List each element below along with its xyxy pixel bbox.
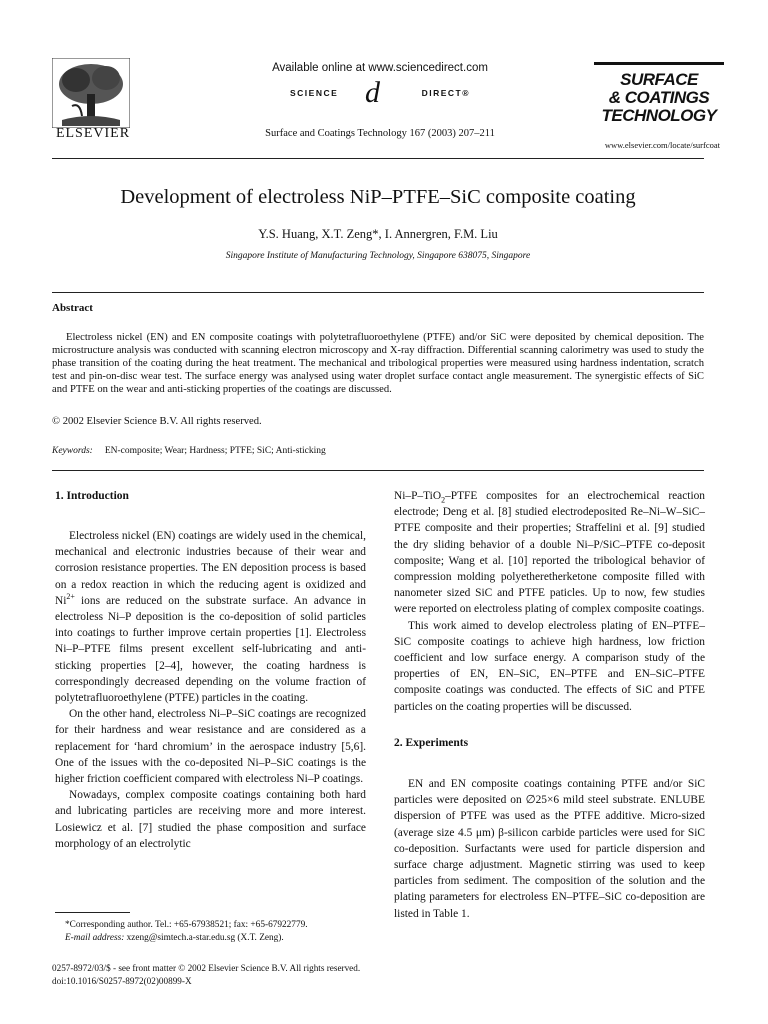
column-left xyxy=(55,528,366,852)
journal-url: www.elsevier.com/locate/surfcoat xyxy=(604,140,720,150)
available-online-text: Available online at www.sciencedirect.com xyxy=(272,62,488,74)
journal-logo-line: SURFACE xyxy=(620,70,698,89)
publisher-name: ELSEVIER xyxy=(55,126,131,141)
paragraph-text: Electroless nickel (EN) coatings are widely used in the chemical, mechanical and electronic industries because of their wear and corrosion resistance properties. The EN deposition process is based on a redox reaction in which the reducing agent is oxidized and Ni xyxy=(55,530,366,607)
article-affiliation: Singapore Institute of Manufacturing Technology, Singapore 638075, Singapore xyxy=(225,251,531,261)
body-paragraph: On the other hand, electroless Ni–P–SiC coatings are recognized for their hardness and wear resistance and are considered as a replacement for ‘hard chromium’ in the aerospace industry [5,6]. One of the issues with the co-deposited Ni–P–SiC coatings is the higher friction coefficient compared with electroless Ni–P coatings. xyxy=(55,708,366,786)
section-heading-introduction: 1. Introduction xyxy=(55,490,129,502)
abstract-bottom-divider xyxy=(52,470,704,471)
paragraph-text: –PTFE composites for an electrochemical reaction electrode; Deng et al. [8] studied electrodeposited Re–Ni–W–SiC–PTFE composite and their properties; Straffelini et al. [9] studied the dry sliding behavior of a double Ni–P/SiC–PTFE co-deposit composite; Wang et al. [10] reported the tribological behavior of compression molding polyetheretherketone composite filled with nanometer sized SiC and PTFE paticles. Up to now, few studies were reported on electroless plating of complex composite coatings. xyxy=(394,490,705,616)
body-paragraph xyxy=(394,488,705,618)
body-paragraph: EN and EN composite coatings containing PTFE and/or SiC particles were deposited on ∅25×6 mild steel substrate. ENLUBE dispersion of PTFE was used as the PTFE additive. Micro-sized (average size 4.5 μm) β-silicon carbide particles were used for SiC co-deposition. Surfactants were used for particle dispersion and surface charge adjustment. Magnetic stirring was used to keep particles from sediment. The composition of the solution and the plating parameters for electroless EN–PTFE–SiC co-deposition are listed in Table 1. xyxy=(394,778,705,920)
footnote xyxy=(55,919,366,944)
header-divider xyxy=(52,158,704,159)
front-matter-footer xyxy=(52,962,360,987)
doi-line: doi:10.1016/S0257-8972(02)00899-X xyxy=(52,975,192,986)
sciencedirect-logo xyxy=(290,76,470,110)
article-title: Development of electroless NiP–PTFE–SiC composite coating xyxy=(120,186,636,208)
sd-right-text: DIRECT® xyxy=(421,88,470,98)
body-paragraph xyxy=(55,528,366,706)
journal-logo-line: TECHNOLOGY xyxy=(601,106,717,125)
abstract-paragraph: Electroless nickel (EN) and EN composite coatings with polytetrafluoroethylene (PTFE) and/or SiC were deposited by chemical deposition. The microstructure analysis was conducted with scanning electron microscopy and X-ray diffraction. Differential scanning calorimetry was used to study the phase transition of the coating during the heat treatment. The mechanical and tribological properties were measured using hardness indentation, scratch test and pin-on-disc wear test. The surface energy was analysed using water droplet surface contact angle measurement. The synergistic effects of SiC and PTFE on the wear and anti-sticking properties of the coatings are discussed. xyxy=(52,332,704,395)
article-authors: Y.S. Huang, X.T. Zeng*, I. Annergren, F.M. Liu xyxy=(258,227,498,241)
keywords-list: EN-composite; Wear; Hardness; PTFE; SiC; Anti-sticking xyxy=(104,446,326,456)
sd-at-icon: d xyxy=(365,76,380,109)
subscript: 2 xyxy=(441,495,446,505)
section-heading-experiments: 2. Experiments xyxy=(394,737,469,749)
abstract-body xyxy=(52,331,704,396)
footnote-email-line xyxy=(55,932,366,945)
footnote-divider xyxy=(55,912,130,913)
journal-citation: Surface and Coatings Technology 167 (2003) 207–211 xyxy=(265,128,495,139)
paragraph-text: Ni–P–TiO xyxy=(394,490,442,502)
journal-logo xyxy=(594,62,724,135)
keywords-line xyxy=(52,446,326,456)
abstract-top-divider xyxy=(52,292,704,293)
sd-left-text: SCIENCE xyxy=(290,88,339,98)
column-right-top xyxy=(394,488,705,715)
abstract-copyright: © 2002 Elsevier Science B.V. All rights reserved. xyxy=(52,416,262,427)
footnote-corresponding: *Corresponding author. Tel.: +65-67938521; fax: +65-67922779. xyxy=(65,920,308,930)
issn-line: 0257-8972/03/$ - see front matter © 2002 Elsevier Science B.V. All rights reserved. xyxy=(52,963,361,973)
paragraph-text: ions are reduced on the substrate surface. An advance in electroless Ni–P deposition is the co-deposition of solid particles into coatings to further improve certain properties [1]. Electroless Ni–P–PTFE films present excellent self-lubricating and anti-sticking properties [2–4], however, the coating hardness is correspondingly decreased depending on the volume fraction of polytetrafluoroethylene (PTFE) particles in the coating. xyxy=(55,594,366,705)
column-right-bottom xyxy=(394,776,705,922)
abstract-heading: Abstract xyxy=(52,302,93,314)
keywords-label: Keywords: xyxy=(52,446,93,456)
superscript: 2+ xyxy=(66,592,75,602)
email-label: E-mail address: xyxy=(65,932,125,943)
tree-icon xyxy=(52,58,130,128)
body-paragraph: Nowadays, complex composite coatings containing both hard and lubricating particles are receiving more and more interest. Losiewicz et al. [7] studied the phase composition and surface morphology of an electrolytic xyxy=(55,789,366,850)
body-paragraph: This work aimed to develop electroless plating of EN–PTFE–SiC composite coatings to achieve high hardness, low friction coefficient and low surface energy. A comparison study of the properties of EN, EN–SiC, EN–PTFE and EN–SiC–PTFE composite coatings was conducted. The effects of SiC and PTFE particles on the coating properties will be discussed. xyxy=(394,619,705,713)
journal-logo-line: & COATINGS xyxy=(608,88,710,107)
email-address: xzeng@simtech.a-star.edu.sg (X.T. Zeng). xyxy=(124,932,284,943)
